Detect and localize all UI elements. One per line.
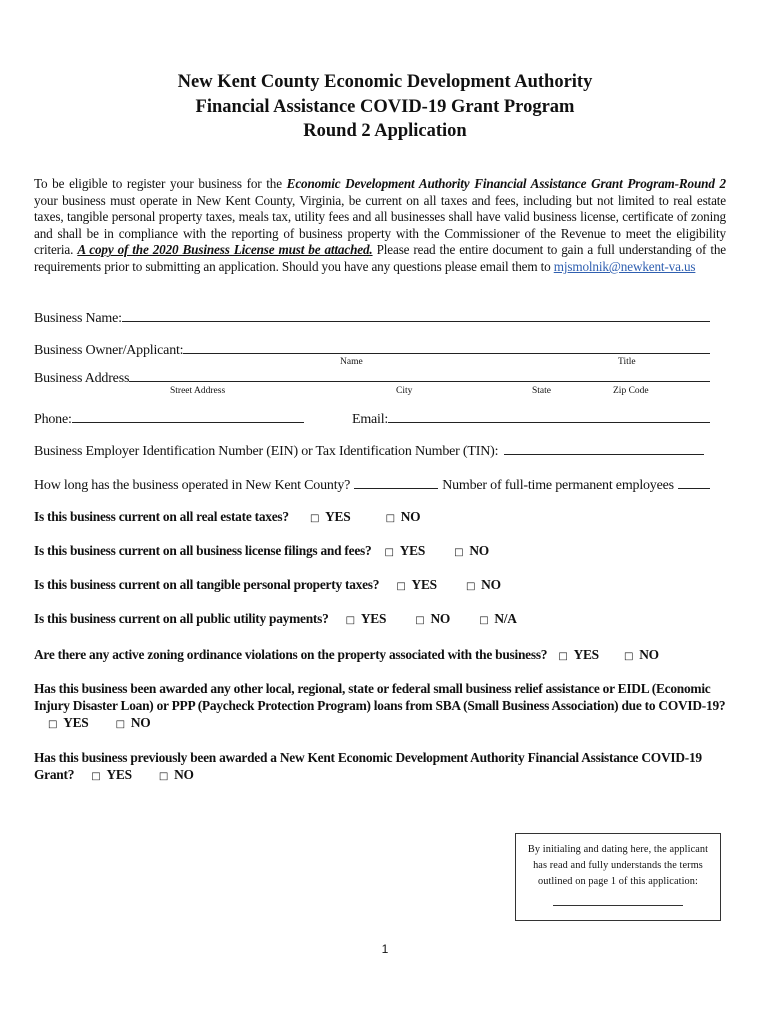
question-utility-payments <box>34 611 517 627</box>
title-line-3: Round 2 Application <box>303 121 467 141</box>
yes-checkbox[interactable] <box>310 509 351 525</box>
checkbox-icon: □ <box>91 771 101 782</box>
operations-row <box>34 476 710 494</box>
checkbox-icon: □ <box>384 547 394 558</box>
initial-input[interactable] <box>553 904 683 906</box>
no-label: NO <box>400 509 421 524</box>
no-label: NO <box>639 647 659 662</box>
business-address-input[interactable] <box>129 369 710 382</box>
yes-label: YES <box>399 543 426 558</box>
program-name: Economic Development Authority Financial Assistance Grant Program-Round 2 <box>286 176 726 191</box>
owner-title-caption: Title <box>618 357 636 367</box>
checkbox-icon: □ <box>465 581 476 592</box>
question-text: Has this business previously been awarded a New Kent Economic Development Authority Financial Assistance COVID-19 Grant? <box>34 750 702 782</box>
business-owner-input[interactable] <box>183 341 710 354</box>
checkbox-icon: □ <box>479 615 489 626</box>
yes-checkbox[interactable] <box>558 647 599 663</box>
yes-label: YES <box>63 715 89 730</box>
business-address-label: Business Address <box>34 371 130 386</box>
no-checkbox[interactable] <box>624 647 659 663</box>
checkbox-icon: □ <box>115 719 125 730</box>
business-name-row <box>34 309 710 327</box>
no-label: NO <box>130 715 151 730</box>
yes-checkbox[interactable] <box>48 714 89 733</box>
yes-checkbox[interactable] <box>385 543 426 559</box>
ein-row <box>34 442 704 460</box>
business-address-row <box>34 369 710 387</box>
checkbox-icon: □ <box>345 615 355 626</box>
employees-input[interactable] <box>678 476 710 489</box>
yes-label: YES <box>325 509 351 524</box>
no-checkbox[interactable] <box>415 611 450 627</box>
email-row <box>352 410 710 428</box>
yes-label: YES <box>360 611 387 626</box>
na-checkbox[interactable] <box>479 611 517 627</box>
no-checkbox[interactable] <box>454 543 489 559</box>
no-label: NO <box>430 611 451 626</box>
yes-checkbox[interactable] <box>346 611 387 627</box>
checkbox-icon: □ <box>158 771 169 782</box>
how-long-label: How long has the business operated in New Kent County? <box>34 478 351 493</box>
question-other-relief <box>34 680 734 733</box>
title-line-1: New Kent County Economic Development Authority <box>177 72 593 92</box>
yes-checkbox[interactable] <box>91 766 132 785</box>
email-input[interactable] <box>388 410 710 423</box>
question-text: Is this business current on all real estate taxes? <box>34 509 289 524</box>
title-line-2: Financial Assistance COVID-19 Grant Program <box>195 97 575 117</box>
employees-label: Number of full-time permanent employees <box>442 478 674 493</box>
no-checkbox[interactable] <box>466 577 501 593</box>
checkbox-icon: □ <box>623 651 634 662</box>
question-text: Are there any active zoning ordinance violations on the property associated with the business? <box>34 647 548 662</box>
intro-paragraph <box>34 176 726 276</box>
street-address-caption: Street Address <box>170 386 226 396</box>
business-name-label: Business Name: <box>34 311 122 326</box>
checkbox-icon: □ <box>48 719 58 730</box>
no-checkbox[interactable] <box>116 714 151 733</box>
yes-label: YES <box>411 577 437 592</box>
business-owner-row <box>34 341 710 359</box>
phone-input[interactable] <box>72 410 304 423</box>
intro-text-1: To be eligible to register your business for the <box>34 176 287 191</box>
question-text: Is this business current on all business license filings and fees? <box>34 543 372 558</box>
checkbox-icon: □ <box>309 513 320 524</box>
checkbox-icon: □ <box>558 651 568 662</box>
business-name-input[interactable] <box>122 309 710 322</box>
page-number: 1 <box>381 942 389 956</box>
phone-label: Phone: <box>34 412 72 427</box>
question-text: Is this business current on all public utility payments? <box>34 611 329 626</box>
no-label: NO <box>469 543 489 558</box>
checkbox-icon: □ <box>385 513 395 524</box>
business-owner-label: Business Owner/Applicant: <box>34 343 184 358</box>
email-label: Email: <box>352 412 389 427</box>
no-checkbox[interactable] <box>159 766 194 785</box>
ein-label: Business Employer Identification Number (EIN) or Tax Identification Number (TIN): <box>34 444 499 459</box>
zip-code-caption: Zip Code <box>613 386 649 396</box>
owner-name-caption: Name <box>340 357 363 367</box>
yes-label: YES <box>106 767 132 782</box>
ein-input[interactable] <box>504 442 704 455</box>
yes-checkbox[interactable] <box>396 577 437 593</box>
intro-text-3: Please read the entire document to gain a full understanding of the requirements prior to submitting an application. Should you have any questions please email them to <box>34 242 726 274</box>
no-checkbox[interactable] <box>386 509 421 525</box>
yes-label: YES <box>573 647 599 662</box>
no-label: NO <box>174 767 194 782</box>
license-note: A copy of the 2020 Business License must be attached. <box>77 242 373 258</box>
question-tangible-property <box>34 577 501 593</box>
phone-row <box>34 410 304 428</box>
how-long-input[interactable] <box>354 476 438 489</box>
initial-box-line-1: By initialing and dating here, the applicant <box>527 844 709 855</box>
no-label: NO <box>481 577 501 592</box>
question-text: Has this business been awarded any other local, regional, state or federal small business relief assistance or EIDL (Economic Injury Disaster Loan) or PPP (Paycheck Protection Program) loans from SBA (Small Business Association) due to COVID-19? <box>34 681 726 713</box>
city-caption: City <box>396 386 413 396</box>
checkbox-icon: □ <box>454 547 464 558</box>
initial-box-line-3: outlined on page 1 of this application: <box>537 876 699 887</box>
question-business-license <box>34 543 489 559</box>
na-label: N/A <box>494 611 517 626</box>
initial-box-line-2: has read and fully understands the terms <box>533 860 703 871</box>
state-caption: State <box>532 386 551 396</box>
initial-box <box>515 833 721 921</box>
question-zoning-violations <box>34 647 659 663</box>
question-previous-grant <box>34 749 714 785</box>
checkbox-icon: □ <box>396 581 406 592</box>
checkbox-icon: □ <box>415 615 425 626</box>
question-text: Is this business current on all tangible personal property taxes? <box>34 577 380 592</box>
contact-email-link[interactable]: mjsmolnik@newkent-va.us <box>553 258 696 274</box>
question-real-estate-taxes <box>34 509 420 525</box>
intro-text-2: your business must operate in New Kent County, Virginia, be current on all taxes and fees, including but not limited to real estate taxes, tangible personal property taxes, meals tax, utility fees and all businesses shall have valid business license, certificate of zoning and shall be in compliance with the reporting of business property with the Commissioner of the Revenue to meet the eligibility criteria. <box>34 192 726 258</box>
